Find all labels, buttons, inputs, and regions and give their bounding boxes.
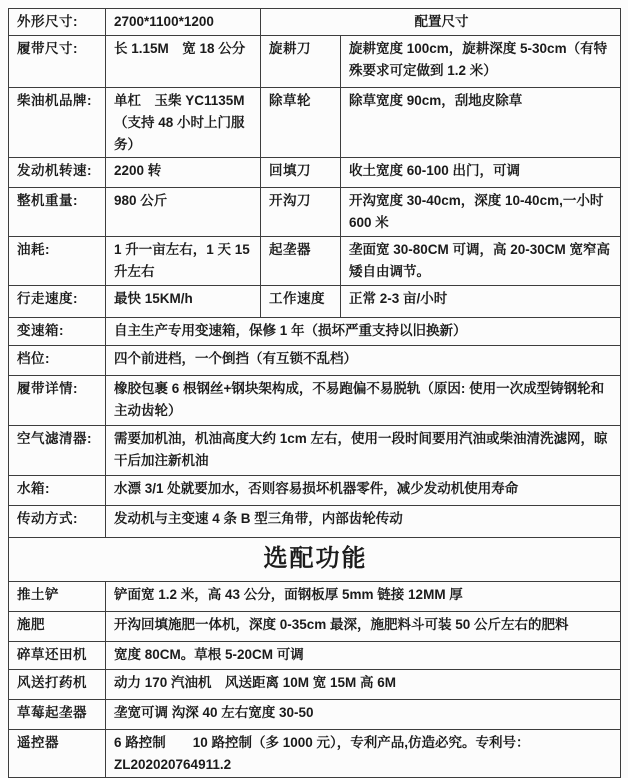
table-row <box>9 581 621 611</box>
spec-label: 起垄器 <box>261 237 341 286</box>
spec-value: 动力 170 汽油机 风送距离 10M 宽 15M 高 6M <box>106 669 621 699</box>
spec-value: 正常 2-3 亩/小时 <box>341 285 621 317</box>
spec-value: 自主生产专用变速箱，保修 1 年（损坏严重支持以旧换新） <box>106 317 621 345</box>
table-row <box>9 285 621 317</box>
spec-value: 除草宽度 90cm，刮地皮除草 <box>341 87 621 158</box>
table-row <box>9 505 621 537</box>
spec-label: 履带详情: <box>9 375 106 425</box>
spec-value: 最快 15KM/h <box>106 285 261 317</box>
spec-label: 整机重量: <box>9 188 106 237</box>
table-row <box>9 345 621 375</box>
spec-value: 开沟回填施肥一体机，深度 0-35cm 最深，施肥料斗可装 50 公斤左右的肥料 <box>106 611 621 641</box>
spec-label: 除草轮 <box>261 87 341 158</box>
spec-value: 发动机与主变速 4 条 B 型三角带，内部齿轮传动 <box>106 505 621 537</box>
spec-value: 垄宽可调 沟深 40 左右宽度 30-50 <box>106 699 621 729</box>
spec-label: 变速箱: <box>9 317 106 345</box>
table-row <box>9 375 621 425</box>
spec-value: 1 升一亩左右，1 天 15 升左右 <box>106 237 261 286</box>
spec-value: 需要加机油，机油高度大约 1cm 左右，使用一段时间要用汽油或柴油清洗滤网，晾干后加注新机油 <box>106 425 621 475</box>
table-row <box>9 317 621 345</box>
spec-label: 行走速度: <box>9 285 106 317</box>
spec-label: 遥控器 <box>9 729 106 778</box>
spec-value: 2700*1100*1200 <box>106 9 261 36</box>
spec-label: 碎草还田机 <box>9 641 106 669</box>
config-header: 配置尺寸 <box>261 9 621 36</box>
spec-value: 旋耕宽度 100cm，旋耕深度 5-30cm（有特殊要求可定做到 1.2 米） <box>341 35 621 87</box>
table-row <box>9 237 621 286</box>
spec-label: 开沟刀 <box>261 188 341 237</box>
spec-label: 档位: <box>9 345 106 375</box>
spec-label: 风送打药机 <box>9 669 106 699</box>
table-row <box>9 729 621 778</box>
spec-label: 柴油机品牌: <box>9 87 106 158</box>
spec-value: 长 1.15M 宽 18 公分 <box>106 35 261 87</box>
spec-value: 四个前进档，一个倒挡（有互锁不乱档） <box>106 345 621 375</box>
spec-value: 铲面宽 1.2 米，高 43 公分，面钢板厚 5mm 链接 12MM 厚 <box>106 581 621 611</box>
table-row <box>9 699 621 729</box>
spec-value: 宽度 80CM。草根 5-20CM 可调 <box>106 641 621 669</box>
spec-label: 工作速度 <box>261 285 341 317</box>
spec-value: 橡胶包裹 6 根钢丝+钢块架构成，不易跑偏不易脱轨（原因: 使用一次成型铸钢轮和主动齿轮） <box>106 375 621 425</box>
spec-label: 草莓起垄器 <box>9 699 106 729</box>
spec-label: 外形尺寸: <box>9 9 106 36</box>
spec-table <box>8 8 621 778</box>
spec-value: 收土宽度 60-100 出门，可调 <box>341 158 621 188</box>
spec-label: 推土铲 <box>9 581 106 611</box>
spec-value: 2200 转 <box>106 158 261 188</box>
spec-label: 旋耕刀 <box>261 35 341 87</box>
spec-value: 垄面宽 30-80CM 可调，高 20-30CM 宽窄高矮自由调节。 <box>341 237 621 286</box>
spec-label: 水箱: <box>9 475 106 505</box>
spec-label: 施肥 <box>9 611 106 641</box>
spec-value: 6 路控制 10 路控制（多 1000 元），专利产品,仿造必究。专利号：ZL202020764911.2 <box>106 729 621 778</box>
table-row <box>9 611 621 641</box>
spec-label: 回填刀 <box>261 158 341 188</box>
table-row <box>9 188 621 237</box>
table-row <box>9 537 621 581</box>
spec-label: 传动方式: <box>9 505 106 537</box>
table-row <box>9 475 621 505</box>
table-row <box>9 641 621 669</box>
table-row <box>9 9 621 36</box>
table-row <box>9 35 621 87</box>
table-row <box>9 425 621 475</box>
spec-value: 水漂 3/1 处就要加水，否则容易损坏机器零件，减少发动机使用寿命 <box>106 475 621 505</box>
table-row <box>9 669 621 699</box>
spec-value: 单杠 玉柴 YC1135M （支持 48 小时上门服务） <box>106 87 261 158</box>
spec-label: 发动机转速: <box>9 158 106 188</box>
spec-label: 空气滤清器: <box>9 425 106 475</box>
spec-value: 开沟宽度 30-40cm，深度 10-40cm,一小时 600 米 <box>341 188 621 237</box>
spec-label: 油耗: <box>9 237 106 286</box>
spec-label: 履带尺寸: <box>9 35 106 87</box>
table-row <box>9 158 621 188</box>
spec-value: 980 公斤 <box>106 188 261 237</box>
section-title: 选配功能 <box>9 537 621 581</box>
table-row <box>9 87 621 158</box>
